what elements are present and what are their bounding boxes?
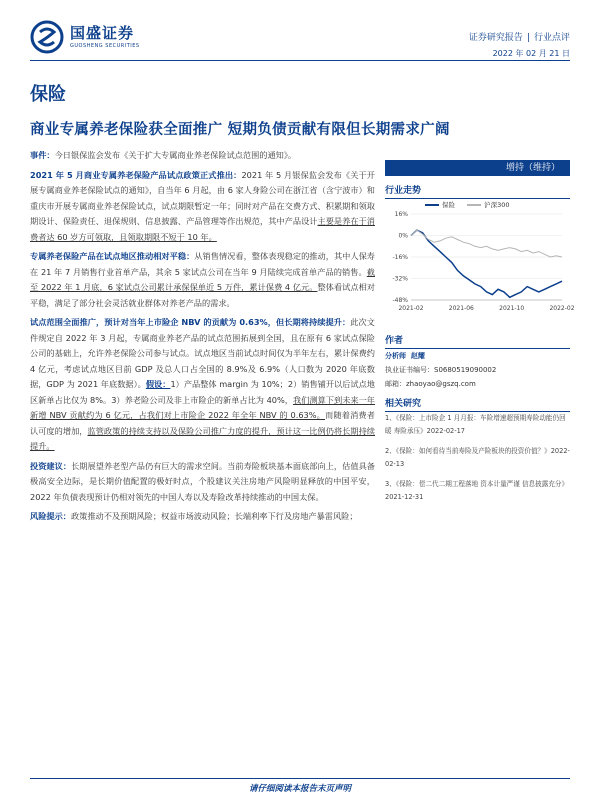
policy-underline: 主要是养在于消费者达 60 岁方可领取，且领取期限不短于 10 年。 — [30, 216, 375, 242]
report-type: 证券研究报告 | 行业点评 — [468, 33, 570, 43]
y-tick-label: -32% — [392, 275, 408, 283]
related-item[interactable]: 2、《保险：如何看待当前寿险及产险板块的投资价值？》2022-02-13 — [385, 447, 570, 468]
trend-chart — [385, 200, 575, 320]
related-research-list — [385, 412, 570, 511]
legend-swatch-insurance — [425, 204, 439, 206]
event-label: 事件： — [30, 150, 55, 160]
related-item[interactable]: 1、《保险：上市险企 1 月月报：车险增速超预期寿险动能仍回暖 寿险承压》2022-02-17 — [385, 414, 566, 435]
footer-disclaimer: 请仔细阅读本报告末页声明 — [248, 784, 351, 794]
pilot-paragraph — [30, 249, 375, 311]
nbv-text-3: 而随着消费者认可度的增加， — [30, 410, 375, 436]
rating-badge: 增持（维持） — [385, 160, 570, 176]
trend-heading: 行业走势 — [385, 183, 570, 199]
legend-label-csi300: 沪深300 — [484, 201, 510, 209]
report-type-label: 证券研究报告 — [468, 33, 523, 43]
x-tick-label: 2021-10 — [499, 305, 525, 312]
legend-item-csi300 — [467, 201, 509, 209]
legend-swatch-csi300 — [467, 204, 481, 206]
assumption-label: 假设： — [145, 379, 171, 389]
nbv-underline-2: 监管政策的持续支持以及保险公司推广力度的提升，预计这一比例仍将长期持续提升。 — [30, 425, 375, 451]
risk-paragraph — [30, 509, 375, 525]
report-header — [30, 18, 570, 62]
nbv-underline: 我们测算下到未来一年新增 NBV 贡献约为 6 亿元，占我们对上市险企 2022 年全年 NBV 的 0.63%。 — [30, 394, 375, 420]
sector-name: 保险 — [30, 84, 66, 105]
x-tick-label: 2021-02 — [398, 305, 424, 312]
report-subtype-label: 行业点评 — [533, 33, 570, 43]
company-logo-icon — [30, 20, 64, 54]
logo-chinese: 国盛证券 — [70, 24, 135, 42]
trend-chart-svg — [385, 200, 575, 320]
nbv-text-2: 1）产品整体 margin 为 10%；2）销售铺开以后试点地区新单占比仅为 8%。3）养老险公司及非上市险企的新单占比为 40%， — [30, 379, 375, 405]
footer-divider — [30, 778, 570, 779]
policy-paragraph — [30, 168, 375, 246]
chart-legend — [425, 200, 520, 209]
investment-text: 长期展望养老型产品仍有巨大的需求空间。当前寿险板块基本面底部向上，估值具备极高安全边际，是长期价值配置的极好时点，个股建议关注房地产风险明显释放的中国平安，2022 年负债表现预计仍相对领先的中国人寿以及寿险改革持续推动的中国太保。 — [30, 460, 375, 502]
analyst-line — [385, 351, 425, 361]
legend-label-insurance: 保险 — [442, 201, 455, 209]
analyst-role: 分析师 — [385, 352, 406, 360]
x-tick-label: 2021-06 — [448, 305, 474, 312]
y-tick-label: -16% — [392, 254, 408, 261]
pilot-text-2: 整体看试点相对平稳，满足了部分社会灵活就业群体对养老产品的需求。 — [30, 282, 375, 308]
report-title: 商业专属养老保险获全面推广 短期负债贡献有限但长期需求广阔 — [30, 122, 450, 138]
risk-label: 风险提示： — [30, 511, 71, 521]
nbv-label: 试点范围全面推广，预计对当年上市险企 NBV 的贡献为 0.63%，但长期将持续提升： — [30, 317, 351, 327]
author-heading: 作者 — [385, 333, 570, 349]
license-number: 执业证书编号：S0680519090002 — [385, 366, 497, 374]
legend-item-insurance — [425, 201, 455, 209]
x-tick-label: 2022-02 — [549, 305, 575, 312]
investment-paragraph — [30, 459, 375, 506]
related-item[interactable]: 3、《保险：偿二代二期工程落地 资本计量严谨 信息披露充分》2021-12-31 — [385, 480, 569, 501]
policy-label: 2021 年 5 月商业专属养老保险产品试点政策正式推出： — [30, 169, 242, 180]
logo-english: GUOSHENG SECURITIES — [70, 43, 140, 49]
event-paragraph — [30, 148, 375, 164]
header-divider — [30, 60, 570, 61]
report-date: 2022 年 02 月 21 日 — [492, 49, 570, 58]
pilot-underline: 截至 2022 年 1 月底，6 家试点公司累计承保保单近 5 万件，累计保费 4 亿元。 — [30, 266, 375, 292]
y-tick-label: 0% — [398, 232, 408, 240]
policy-text: 2021 年 5 月银保监会发布《关于开展专属商业养老保险试点的通知》，自当年 6 月起，由 6 家人身险公司在浙江省（含宁波市）和重庆市开展专属商业养老保险试点，试点期限暂定一年；同时对产品在交费方式、积累期和领取期设计、保险责任、退保规则、信息披露、产品管理等作出规范，其中产品设计 — [30, 169, 375, 226]
series-line-insurance — [411, 230, 562, 297]
report-body — [30, 148, 375, 529]
y-tick-label: 16% — [394, 211, 408, 218]
risk-text: 政策推动不及预期风险；权益市场波动风险；长端利率下行及房地产暴雷风险； — [70, 511, 358, 521]
analyst-email[interactable]: 邮箱：zhaoyao@gszq.com — [385, 380, 476, 388]
series-line-csi300 — [411, 230, 562, 257]
nbv-text-1: 此次文件规定自 2022 年 3 月起，专属商业养老产品的试点范围拓展到全国，且在原有 6 家试点保险公司的基础上，允许养老保险公司参与试点。试点地区当前试点时间仅为半年左右，累计保费约 4 亿元，考虑试点地区目前 GDP 及总人口占全国的 8.9%及 6.9%（人口数为 2020 年底数据，GDP 为 2021 年底数据）。 — [30, 317, 375, 389]
investment-label: 投资建议： — [30, 460, 72, 471]
event-text: 今日银保监会发布《关于扩大专属商业养老保险试点范围的通知》。 — [54, 150, 297, 160]
y-tick-label: -48% — [392, 297, 408, 304]
analyst-name: 赵耀 — [410, 352, 425, 360]
company-logo — [30, 18, 150, 58]
pilot-label: 专属养老保险产品在试点地区推动相对平稳： — [30, 251, 195, 261]
pilot-text-1: 从销售情况看，整体表现稳定的推动，其中人保寿在 21 年 7 月销售行业首单产品，其余 5 家试点公司在当年 9 月陆续完成首单产品的销售。 — [30, 251, 375, 277]
nbv-paragraph — [30, 315, 375, 455]
related-heading: 相关研究 — [385, 396, 570, 412]
